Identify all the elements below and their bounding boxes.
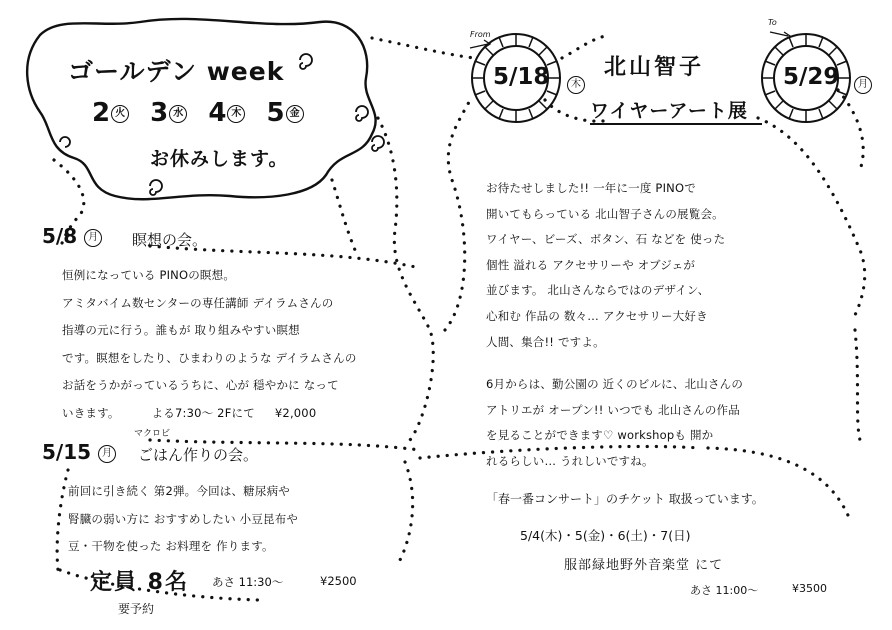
rice-ruby: マクロビ bbox=[134, 429, 171, 439]
atelier-line-2: アトリエが オープン!! いつでも 北山さんの作品 bbox=[486, 402, 740, 417]
exhibition-body bbox=[486, 176, 725, 355]
exhibition-artist: 北山智子 bbox=[604, 55, 705, 80]
holiday-dates bbox=[92, 98, 304, 128]
holiday-weekday-4: 金 bbox=[286, 105, 304, 123]
meditation-title: 瞑想の会。 bbox=[132, 231, 208, 249]
rice-weekday: 月 bbox=[98, 445, 116, 463]
exhibition-line-7: 人間、集合!! ですよ。 bbox=[486, 334, 605, 349]
holiday-weekday-2: 水 bbox=[169, 105, 187, 123]
atelier-line-1: 6月からは、勤公園の 近くのビルに、北山さんの bbox=[486, 377, 744, 391]
holiday-day-1: 2 bbox=[92, 98, 111, 128]
rice-line-3: 豆・干物を使った お料理を 作ります。 bbox=[68, 539, 274, 553]
exhibition-line-2: 開いてもらっている 北山智子さんの展覧会。 bbox=[486, 206, 724, 221]
meditation-weekday: 月 bbox=[84, 229, 102, 247]
atelier-body bbox=[486, 372, 743, 474]
atelier-line-4: れるらしい… うれしいですね。 bbox=[486, 453, 654, 468]
to-weekday: 月 bbox=[854, 76, 872, 94]
meditation-line-2: アミタバイム数センターの専任講師 デイラムさんの bbox=[62, 295, 334, 310]
rice-price: ¥2500 bbox=[320, 574, 357, 588]
rice-date-text: 5/15 bbox=[42, 440, 92, 464]
concert-title: 「春一番コンサート」のチケット 取扱っています。 bbox=[486, 492, 764, 506]
meditation-date-text: 5/8 bbox=[42, 224, 78, 248]
holiday-day-3: 4 bbox=[208, 98, 227, 128]
concert-dates: 5/4(木)・5(金)・6(土)・7(日) bbox=[520, 528, 691, 543]
rice-capacity: 定員 8名 bbox=[90, 570, 189, 595]
to-date: 5/29 bbox=[783, 64, 840, 90]
meditation-line-6: いきます。 bbox=[62, 405, 120, 420]
exhibition-line-6: 心和む 作品の 数々… アクセサリー大好き bbox=[486, 308, 708, 323]
meditation-time: よる7:30〜 2Fにて bbox=[151, 405, 255, 420]
rice-line-2: 腎臓の弱い方に おすすめしたい 小豆昆布や bbox=[68, 511, 299, 526]
rice-line-1: 前回に引き続く 第2弾。今回は、糖尿病や bbox=[68, 484, 290, 498]
from-arrow-icon bbox=[470, 40, 490, 48]
exhibition-line-5: 並びます。 北山さんならではのデザイン、 bbox=[486, 283, 710, 298]
meditation-line-3: 指導の元に行う。誰もが 取り組みやすい瞑想 bbox=[62, 323, 300, 337]
from-date: 5/18 bbox=[493, 64, 550, 90]
exhibition-line-3: ワイヤー、ビーズ、ボタン、石 などを 使った bbox=[486, 232, 726, 247]
holiday-notice: お休みします。 bbox=[150, 148, 289, 170]
concert-price: ¥3500 bbox=[792, 582, 827, 595]
meditation-line-1: 恒例になっている PINOの瞑想。 bbox=[62, 268, 236, 282]
meditation-body bbox=[62, 262, 357, 427]
rice-date bbox=[42, 440, 116, 464]
from-label: From bbox=[470, 30, 491, 39]
concert-venue: 服部緑地野外音楽堂 にて bbox=[564, 558, 724, 573]
holiday-title: ゴールデン week bbox=[68, 57, 285, 86]
holiday-weekday-1: 火 bbox=[111, 105, 129, 123]
rice-time: あさ 11:30〜 bbox=[212, 575, 284, 589]
meditation-line-5: お話をうかがっているうちに、心が 穏やかに なって bbox=[62, 378, 339, 392]
exhibition-line-4: 個性 溢れる アクセサリーや オブジェが bbox=[486, 257, 696, 272]
holiday-weekday-3: 木 bbox=[227, 105, 245, 123]
meditation-line-4: です。瞑想をしたり、ひまわりのような デイラムさんの bbox=[62, 350, 357, 365]
rice-reservation: 要予約 bbox=[118, 602, 155, 616]
holiday-day-2: 3 bbox=[150, 98, 169, 128]
atelier-line-3: を見ることができます♡ workshopも 開か bbox=[486, 428, 714, 443]
from-weekday: 木 bbox=[567, 76, 585, 94]
holiday-day-4: 5 bbox=[266, 98, 285, 128]
exhibition-title: ワイヤーアート展 bbox=[590, 100, 748, 122]
meditation-date bbox=[42, 224, 102, 248]
exhibition-line-1: お待たせしました!! 一年に一度 PINOで bbox=[486, 181, 696, 195]
rice-title: ごはん作りの会。 bbox=[138, 446, 259, 464]
to-label: To bbox=[768, 18, 777, 27]
meditation-price: ¥2,000 bbox=[274, 405, 317, 420]
concert-time: あさ 11:00〜 bbox=[690, 584, 759, 597]
rice-body bbox=[68, 478, 298, 561]
